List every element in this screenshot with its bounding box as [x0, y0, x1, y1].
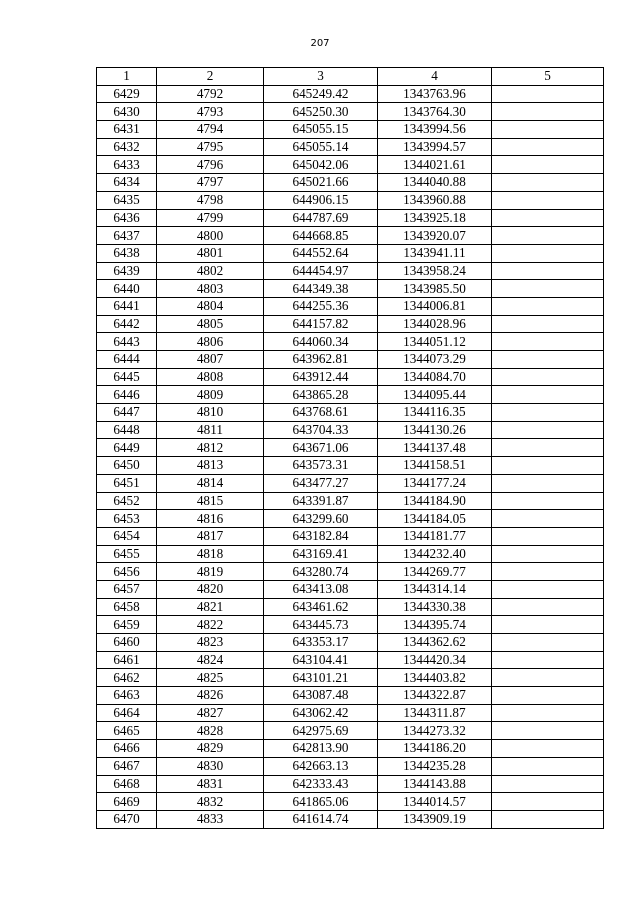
- table-row: [97, 227, 604, 245]
- table-cell-col-1: 6434: [97, 174, 157, 192]
- table-cell-col-1: 6437: [97, 227, 157, 245]
- table-cell-col-2: 4810: [157, 404, 264, 422]
- table-cell-col-4: 1344021.61: [378, 156, 492, 174]
- table-cell-col-3: 643912.44: [264, 368, 378, 386]
- table-cell-col-5: [492, 651, 604, 669]
- table-cell-col-5: [492, 386, 604, 404]
- table-cell-col-3: 642975.69: [264, 722, 378, 740]
- table-body: [97, 85, 604, 828]
- table-cell-col-5: [492, 634, 604, 652]
- table-cell-col-2: 4793: [157, 103, 264, 121]
- table-cell-col-5: [492, 474, 604, 492]
- table-cell-col-3: 645055.14: [264, 138, 378, 156]
- table-cell-col-1: 6461: [97, 651, 157, 669]
- table-row: [97, 421, 604, 439]
- table-cell-col-2: 4794: [157, 121, 264, 139]
- table-cell-col-2: 4809: [157, 386, 264, 404]
- table-row: [97, 722, 604, 740]
- table-cell-col-5: [492, 138, 604, 156]
- table-row: [97, 704, 604, 722]
- table-cell-col-1: 6464: [97, 704, 157, 722]
- table-cell-col-1: 6444: [97, 351, 157, 369]
- table-cell-col-3: 643104.41: [264, 651, 378, 669]
- table-cell-col-5: [492, 616, 604, 634]
- table-cell-col-5: [492, 404, 604, 422]
- table-cell-col-3: 643391.87: [264, 492, 378, 510]
- table-cell-col-5: [492, 209, 604, 227]
- table-row: [97, 121, 604, 139]
- table-cell-col-4: 1344330.38: [378, 598, 492, 616]
- table-cell-col-3: 645250.30: [264, 103, 378, 121]
- table-cell-col-4: 1343941.11: [378, 244, 492, 262]
- table-cell-col-1: 6430: [97, 103, 157, 121]
- table-cell-col-5: [492, 351, 604, 369]
- table-cell-col-4: 1344014.57: [378, 793, 492, 811]
- table-cell-col-1: 6441: [97, 297, 157, 315]
- table-cell-col-2: 4798: [157, 191, 264, 209]
- table-cell-col-5: [492, 527, 604, 545]
- table-cell-col-3: 643280.74: [264, 563, 378, 581]
- table-cell-col-2: 4796: [157, 156, 264, 174]
- table-cell-col-2: 4806: [157, 333, 264, 351]
- table-cell-col-3: 644454.97: [264, 262, 378, 280]
- table-row: [97, 262, 604, 280]
- table-cell-col-5: [492, 510, 604, 528]
- table-cell-col-2: 4805: [157, 315, 264, 333]
- table-row: [97, 580, 604, 598]
- table-header: [97, 68, 604, 86]
- table-cell-col-1: 6431: [97, 121, 157, 139]
- table-cell-col-4: 1344158.51: [378, 457, 492, 475]
- table-cell-col-2: 4814: [157, 474, 264, 492]
- table-row: [97, 810, 604, 828]
- table-cell-col-2: 4824: [157, 651, 264, 669]
- table-cell-col-4: 1344184.05: [378, 510, 492, 528]
- table-cell-col-5: [492, 174, 604, 192]
- table-cell-col-3: 643461.62: [264, 598, 378, 616]
- table-cell-col-5: [492, 775, 604, 793]
- table-row: [97, 368, 604, 386]
- table-cell-col-2: 4807: [157, 351, 264, 369]
- table-cell-col-4: 1344232.40: [378, 545, 492, 563]
- table-cell-col-5: [492, 368, 604, 386]
- table-cell-col-3: 643704.33: [264, 421, 378, 439]
- coordinates-table: [96, 67, 604, 829]
- table-cell-col-5: [492, 793, 604, 811]
- table-cell-col-5: [492, 598, 604, 616]
- table-cell-col-2: 4831: [157, 775, 264, 793]
- table-cell-col-5: [492, 492, 604, 510]
- table-row: [97, 634, 604, 652]
- table-cell-col-5: [492, 244, 604, 262]
- table-cell-col-2: 4820: [157, 580, 264, 598]
- table-cell-col-5: [492, 669, 604, 687]
- table-cell-col-2: 4828: [157, 722, 264, 740]
- table-cell-col-2: 4803: [157, 280, 264, 298]
- table-cell-col-2: 4821: [157, 598, 264, 616]
- table-cell-col-3: 644787.69: [264, 209, 378, 227]
- table-cell-col-2: 4830: [157, 757, 264, 775]
- table-cell-col-4: 1343763.96: [378, 85, 492, 103]
- table-cell-col-5: [492, 545, 604, 563]
- table-cell-col-3: 645021.66: [264, 174, 378, 192]
- table-row: [97, 775, 604, 793]
- table-cell-col-2: 4833: [157, 810, 264, 828]
- table-row: [97, 687, 604, 705]
- table-row: [97, 386, 604, 404]
- table-cell-col-4: 1344181.77: [378, 527, 492, 545]
- table-cell-col-2: 4826: [157, 687, 264, 705]
- table-cell-col-5: [492, 262, 604, 280]
- page-number: 207: [310, 38, 330, 49]
- table-cell-col-5: [492, 563, 604, 581]
- table-cell-col-2: 4818: [157, 545, 264, 563]
- table-cell-col-4: 1344028.96: [378, 315, 492, 333]
- table-row: [97, 191, 604, 209]
- table-cell-col-2: 4792: [157, 85, 264, 103]
- table-row: [97, 103, 604, 121]
- table-cell-col-1: 6448: [97, 421, 157, 439]
- table-cell-col-5: [492, 121, 604, 139]
- table-cell-col-5: [492, 156, 604, 174]
- table-cell-col-3: 643477.27: [264, 474, 378, 492]
- table-row: [97, 669, 604, 687]
- table-cell-col-5: [492, 722, 604, 740]
- table-cell-col-4: 1344322.87: [378, 687, 492, 705]
- table-cell-col-3: 644157.82: [264, 315, 378, 333]
- table-cell-col-5: [492, 315, 604, 333]
- table-cell-col-5: [492, 704, 604, 722]
- table-cell-col-5: [492, 810, 604, 828]
- table-row: [97, 527, 604, 545]
- table-cell-col-2: 4823: [157, 634, 264, 652]
- table-cell-col-2: 4801: [157, 244, 264, 262]
- table-cell-col-4: 1344130.26: [378, 421, 492, 439]
- table-cell-col-1: 6440: [97, 280, 157, 298]
- table-cell-col-4: 1344006.81: [378, 297, 492, 315]
- table-cell-col-1: 6470: [97, 810, 157, 828]
- table-cell-col-4: 1344116.35: [378, 404, 492, 422]
- table-cell-col-4: 1344184.90: [378, 492, 492, 510]
- table-cell-col-1: 6457: [97, 580, 157, 598]
- table-cell-col-1: 6447: [97, 404, 157, 422]
- table-cell-col-3: 644060.34: [264, 333, 378, 351]
- table-row: [97, 138, 604, 156]
- table-cell-col-5: [492, 757, 604, 775]
- table-cell-col-4: 1344137.48: [378, 439, 492, 457]
- table-cell-col-3: 645249.42: [264, 85, 378, 103]
- table-cell-col-3: 643445.73: [264, 616, 378, 634]
- table-cell-col-1: 6436: [97, 209, 157, 227]
- table-row: [97, 492, 604, 510]
- table-cell-col-2: 4812: [157, 439, 264, 457]
- table-cell-col-1: 6468: [97, 775, 157, 793]
- table-cell-col-3: 643087.48: [264, 687, 378, 705]
- table-cell-col-4: 1343994.56: [378, 121, 492, 139]
- table-cell-col-1: 6455: [97, 545, 157, 563]
- table-cell-col-4: 1343925.18: [378, 209, 492, 227]
- table-cell-col-3: 642813.90: [264, 740, 378, 758]
- table-cell-col-5: [492, 687, 604, 705]
- table-cell-col-2: 4808: [157, 368, 264, 386]
- table-cell-col-1: 6454: [97, 527, 157, 545]
- table-cell-col-1: 6449: [97, 439, 157, 457]
- table-cell-col-3: 643768.61: [264, 404, 378, 422]
- table-cell-col-3: 645055.15: [264, 121, 378, 139]
- table-cell-col-4: 1343960.88: [378, 191, 492, 209]
- table-row: [97, 474, 604, 492]
- table-row: [97, 651, 604, 669]
- table-cell-col-5: [492, 580, 604, 598]
- table-cell-col-4: 1344420.34: [378, 651, 492, 669]
- table-cell-col-3: 643413.08: [264, 580, 378, 598]
- table-row: [97, 244, 604, 262]
- table-cell-col-4: 1344040.88: [378, 174, 492, 192]
- table-cell-col-2: 4832: [157, 793, 264, 811]
- column-header-2: 2: [157, 68, 264, 86]
- table-cell-col-2: 4795: [157, 138, 264, 156]
- table-cell-col-3: 642663.13: [264, 757, 378, 775]
- table-row: [97, 457, 604, 475]
- table-cell-col-3: 644668.85: [264, 227, 378, 245]
- table-cell-col-1: 6450: [97, 457, 157, 475]
- table-row: [97, 616, 604, 634]
- table-row: [97, 439, 604, 457]
- table-cell-col-3: 641614.74: [264, 810, 378, 828]
- table-cell-col-4: 1344314.14: [378, 580, 492, 598]
- table-cell-col-3: 643062.42: [264, 704, 378, 722]
- table-cell-col-4: 1343764.30: [378, 103, 492, 121]
- table-cell-col-4: 1344177.24: [378, 474, 492, 492]
- table-cell-col-1: 6463: [97, 687, 157, 705]
- table-row: [97, 333, 604, 351]
- table-row: [97, 85, 604, 103]
- table-cell-col-1: 6452: [97, 492, 157, 510]
- table-cell-col-4: 1344084.70: [378, 368, 492, 386]
- table-cell-col-4: 1344395.74: [378, 616, 492, 634]
- table-cell-col-3: 641865.06: [264, 793, 378, 811]
- table-cell-col-3: 644906.15: [264, 191, 378, 209]
- table-row: [97, 280, 604, 298]
- table-cell-col-5: [492, 280, 604, 298]
- table-cell-col-2: 4804: [157, 297, 264, 315]
- table-cell-col-1: 6432: [97, 138, 157, 156]
- table-cell-col-1: 6465: [97, 722, 157, 740]
- table-cell-col-2: 4822: [157, 616, 264, 634]
- table-cell-col-3: 644255.36: [264, 297, 378, 315]
- table-cell-col-3: 643182.84: [264, 527, 378, 545]
- table-cell-col-2: 4802: [157, 262, 264, 280]
- table-row: [97, 793, 604, 811]
- table-cell-col-3: 643101.21: [264, 669, 378, 687]
- column-header-3: 3: [264, 68, 378, 86]
- table-cell-col-1: 6469: [97, 793, 157, 811]
- table-cell-col-3: 643299.60: [264, 510, 378, 528]
- table-cell-col-1: 6435: [97, 191, 157, 209]
- table-row: [97, 757, 604, 775]
- table-cell-col-1: 6439: [97, 262, 157, 280]
- table-cell-col-1: 6466: [97, 740, 157, 758]
- table-row: [97, 297, 604, 315]
- table-cell-col-5: [492, 457, 604, 475]
- table-cell-col-1: 6442: [97, 315, 157, 333]
- table-row: [97, 545, 604, 563]
- table-cell-col-1: 6459: [97, 616, 157, 634]
- table-cell-col-4: 1344143.88: [378, 775, 492, 793]
- table-row: [97, 510, 604, 528]
- table-cell-col-4: 1344186.20: [378, 740, 492, 758]
- column-header-5: 5: [492, 68, 604, 86]
- table-cell-col-2: 4800: [157, 227, 264, 245]
- table-cell-col-4: 1344073.29: [378, 351, 492, 369]
- table-row: [97, 156, 604, 174]
- table-cell-col-2: 4813: [157, 457, 264, 475]
- table-cell-col-2: 4817: [157, 527, 264, 545]
- table-cell-col-2: 4825: [157, 669, 264, 687]
- table-row: [97, 209, 604, 227]
- table-cell-col-5: [492, 439, 604, 457]
- table-cell-col-2: 4827: [157, 704, 264, 722]
- table-cell-col-4: 1344051.12: [378, 333, 492, 351]
- column-header-4: 4: [378, 68, 492, 86]
- table-cell-col-5: [492, 740, 604, 758]
- table-cell-col-2: 4799: [157, 209, 264, 227]
- table-cell-col-2: 4816: [157, 510, 264, 528]
- table-cell-col-4: 1344362.62: [378, 634, 492, 652]
- table-row: [97, 404, 604, 422]
- table-cell-col-2: 4815: [157, 492, 264, 510]
- table-cell-col-3: 645042.06: [264, 156, 378, 174]
- table-cell-col-3: 644349.38: [264, 280, 378, 298]
- header-row: [97, 68, 604, 86]
- table-cell-col-1: 6460: [97, 634, 157, 652]
- table-row: [97, 563, 604, 581]
- table-cell-col-2: 4797: [157, 174, 264, 192]
- table-cell-col-3: 643353.17: [264, 634, 378, 652]
- table-cell-col-3: 643671.06: [264, 439, 378, 457]
- table-row: [97, 598, 604, 616]
- table-cell-col-1: 6458: [97, 598, 157, 616]
- table-cell-col-2: 4819: [157, 563, 264, 581]
- table-cell-col-5: [492, 103, 604, 121]
- table-cell-col-4: 1344269.77: [378, 563, 492, 581]
- table-cell-col-2: 4811: [157, 421, 264, 439]
- table-cell-col-1: 6443: [97, 333, 157, 351]
- table-cell-col-1: 6451: [97, 474, 157, 492]
- table-cell-col-4: 1343920.07: [378, 227, 492, 245]
- table-cell-col-1: 6453: [97, 510, 157, 528]
- table-cell-col-5: [492, 227, 604, 245]
- table-cell-col-1: 6433: [97, 156, 157, 174]
- table-cell-col-5: [492, 85, 604, 103]
- table-cell-col-4: 1344273.32: [378, 722, 492, 740]
- table-cell-col-5: [492, 191, 604, 209]
- table-cell-col-4: 1343958.24: [378, 262, 492, 280]
- table-cell-col-3: 644552.64: [264, 244, 378, 262]
- table-row: [97, 174, 604, 192]
- table-cell-col-1: 6429: [97, 85, 157, 103]
- table-cell-col-4: 1343985.50: [378, 280, 492, 298]
- table-cell-col-4: 1343909.19: [378, 810, 492, 828]
- table-cell-col-3: 643962.81: [264, 351, 378, 369]
- table-cell-col-2: 4829: [157, 740, 264, 758]
- table-cell-col-3: 643573.31: [264, 457, 378, 475]
- table-cell-col-1: 6438: [97, 244, 157, 262]
- table-cell-col-3: 643169.41: [264, 545, 378, 563]
- table-cell-col-1: 6456: [97, 563, 157, 581]
- table-cell-col-4: 1344095.44: [378, 386, 492, 404]
- table-cell-col-5: [492, 333, 604, 351]
- column-header-1: 1: [97, 68, 157, 86]
- table-cell-col-1: 6446: [97, 386, 157, 404]
- table-cell-col-5: [492, 297, 604, 315]
- table-cell-col-5: [492, 421, 604, 439]
- table-cell-col-3: 643865.28: [264, 386, 378, 404]
- table-row: [97, 740, 604, 758]
- table-row: [97, 315, 604, 333]
- table-cell-col-1: 6445: [97, 368, 157, 386]
- table-row: [97, 351, 604, 369]
- table-cell-col-4: 1344235.28: [378, 757, 492, 775]
- table-cell-col-3: 642333.43: [264, 775, 378, 793]
- table-cell-col-1: 6467: [97, 757, 157, 775]
- table-cell-col-4: 1343994.57: [378, 138, 492, 156]
- table-cell-col-4: 1344403.82: [378, 669, 492, 687]
- table-cell-col-4: 1344311.87: [378, 704, 492, 722]
- table-cell-col-1: 6462: [97, 669, 157, 687]
